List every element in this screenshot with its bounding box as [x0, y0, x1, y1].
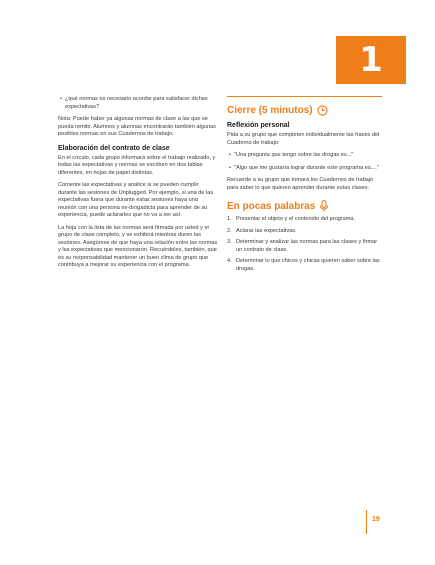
- summary-item: 3. Determinar y analizar las normas para las clases y firmar un contrato de clase.: [227, 239, 380, 254]
- summary-item: 4. Determinar lo que chicos y chicas quieren saber sobre las drogas.: [227, 258, 380, 272]
- right-column: [227, 96, 380, 277]
- cierre-title: Cierre (5 minutos): [227, 105, 313, 116]
- bullet-dot-icon: •: [229, 152, 231, 158]
- summary-item: 2. Aclarar las expectativas.: [227, 227, 297, 234]
- phrase-1: [227, 152, 380, 160]
- phrase-2: [227, 165, 380, 173]
- summary-item-text: Determinar lo que chicos y chicas quieren saber sobre las drogas.: [236, 258, 380, 272]
- bullet-dot-icon: •: [229, 164, 231, 171]
- paragraph-1: En el círculo, cada grupo informará sobre el trabajo realizado, y todas las expectativas y normas se escriben en dos tablas diferentes, en hojas de papel distintas.: [58, 154, 216, 176]
- phrase-2-text: "Algo que me gustaría lograr durante este programa es....": [234, 164, 379, 171]
- clock-icon: [317, 105, 328, 116]
- paragraph-2: Comente las expectativas y analice si se pueden cumplir durante las sesiones de Unplugged. Por ejemplo, si una de las expectativas fuera que durante estas sesiones haya una reunión con una persona ex-drogadicta para aprender de su experiencia, puede aclararles que no va a ser así.: [58, 182, 214, 218]
- summary-item: 1. Presentar el objeto y el contenido del programa.: [227, 216, 356, 222]
- microphone-icon: [319, 200, 329, 212]
- summary-heading: [227, 200, 380, 212]
- section-divider: [227, 96, 382, 97]
- paragraph-3: La hoja con la lista de las normas será firmada por usted y el grupo de clase completo, y se exhibirá mientras duren las sesiones. Asegúrese de que haya una relación entre las normas y las expectativas que mencionaron. Recuérdeles, también, que es su responsabilidad mantener un buen clima de grupo que contribuya a mejorar su experiencia con el programa.: [58, 224, 218, 268]
- reflexion-intro: Pida a su grupo que completen individualmente las frases del Cuaderno de trabajo:: [227, 132, 380, 146]
- bullet-question: [58, 96, 218, 111]
- summary-item-text: Presentar el objeto y el contenido del programa.: [236, 216, 356, 222]
- section-title: Elaboración del contrato de clase: [58, 144, 170, 152]
- summary-title: En pocas palabras: [227, 200, 316, 212]
- summary-list: [227, 216, 380, 273]
- bullet-question-text: ¿qué normas es necesario acordar para satisfacer dichas expectativas?: [65, 96, 208, 110]
- reflexion-outro: Recuerde a su grupo que tomará los Cuadernos de trabajo para saber lo que quieren aprender durante estas clases.: [227, 177, 374, 191]
- summary-item-text: Determinar y analizar las normas para las clases y firmar un contrato de clase.: [236, 239, 378, 253]
- note-paragraph: Nota: Puede haber ya algunas normas de clase a las que se pueda remitir. Alumnos y alumnas encontrarán también algunas posibles normas en sus Cuadernos de trabajo.: [58, 116, 216, 137]
- chapter-number-badge: 1: [336, 36, 406, 84]
- cierre-heading: [227, 105, 380, 116]
- phrase-1-text: "Una pregunta que tengo sobre las drogas es...": [234, 152, 354, 158]
- reflexion-title: Reflexión personal: [227, 122, 290, 129]
- page-number: 19: [366, 510, 390, 534]
- bullet-dot-icon: •: [60, 96, 62, 102]
- summary-item-text: Aclarar las expectativas.: [236, 227, 297, 234]
- left-column: [58, 96, 218, 275]
